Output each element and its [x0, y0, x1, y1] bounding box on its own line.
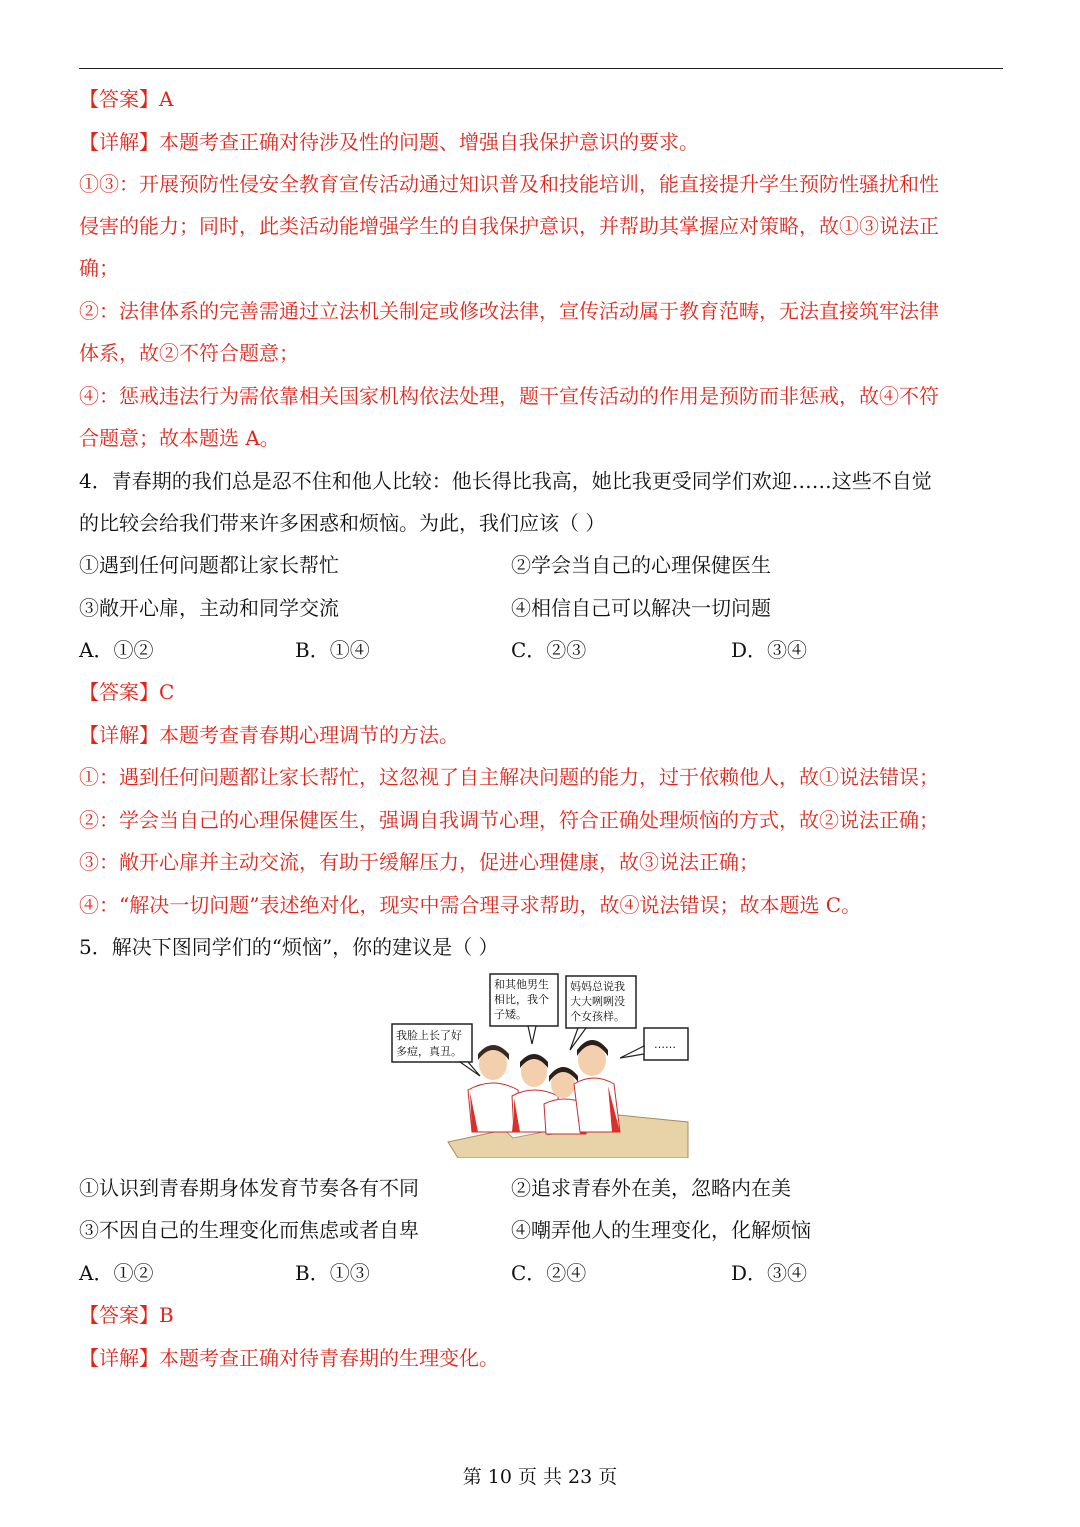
choice-a: A．①② — [79, 638, 154, 662]
choice-b: B．①③ — [295, 1261, 370, 1285]
detail-line: ④：惩戒违法行为需依靠相关国家机构依法处理，题干宣传活动的作用是预防而非惩戒，故④不符 — [79, 384, 939, 408]
detail-line: 【详解】本题考查正确对待青春期的生理变化。 — [79, 1346, 499, 1370]
detail-line: ①：遇到任何问题都让家长帮忙，这忽视了自主解决问题的能力，过于依赖他人，故①说法错误； — [79, 765, 939, 789]
statement-item: ①认识到青春期身体发育节奏各有不同 — [79, 1176, 419, 1200]
choice-b: B．①④ — [295, 638, 370, 662]
question-stem: 的比较会给我们带来许多困惑和烦恼。为此，我们应该（ ） — [79, 511, 606, 535]
header-rule — [79, 68, 1003, 69]
statement-item: ②学会当自己的心理保健医生 — [511, 553, 771, 577]
bubble-text: 大大咧咧没 — [570, 995, 625, 1008]
detail-line: 侵害的能力；同时，此类活动能增强学生的自我保护意识，并帮助其掌握应对策略，故①③说法正 — [79, 214, 939, 238]
bubble-text: …… — [654, 1038, 676, 1051]
statement-item: ④嘲弄他人的生理变化，化解烦恼 — [511, 1218, 811, 1242]
bubble-text: 妈妈总说我 — [570, 980, 625, 993]
question-stem: 4．青春期的我们总是忍不住和他人比较：他长得比我高，她比我更受同学们欢迎……这些不自觉 — [79, 469, 932, 493]
choice-d: D．③④ — [731, 1261, 808, 1285]
answer-label: 【答案】A — [79, 87, 174, 111]
bubble-text: 子矮。 — [494, 1008, 527, 1021]
choice-c: C．②④ — [511, 1261, 587, 1285]
detail-line: ②：学会当自己的心理保健医生，强调自我调节心理，符合正确处理烦恼的方式，故②说法正确； — [79, 808, 939, 832]
detail-line: ①③：开展预防性侵安全教育宣传活动通过知识普及和技能培训，能直接提升学生预防性骚扰和性 — [79, 172, 939, 196]
detail-line: 【详解】本题考查青春期心理调节的方法。 — [79, 723, 459, 747]
choice-d: D．③④ — [731, 638, 808, 662]
choice-c: C．②③ — [511, 638, 587, 662]
detail-line: 体系，故②不符合题意； — [79, 341, 299, 365]
answer-label: 【答案】C — [79, 680, 175, 704]
statement-item: ④相信自己可以解决一切问题 — [511, 596, 771, 620]
detail-line: ④：“解决一切问题”表述绝对化，现实中需合理寻求帮助，故④说法错误；故本题选 C。 — [79, 893, 862, 917]
statement-item: ②追求青春外在美，忽略内在美 — [511, 1176, 791, 1200]
bubble-text: 我脸上长了好 — [396, 1029, 462, 1042]
statement-item: ①遇到任何问题都让家长帮忙 — [79, 553, 339, 577]
bubble-text: 相比，我个 — [494, 993, 549, 1006]
question-stem: 5．解决下图同学们的“烦恼”，你的建议是（ ） — [79, 935, 499, 959]
bubble-text: 多痘，真丑。 — [396, 1045, 462, 1058]
page-footer: 第 10 页 共 23 页 — [462, 1466, 618, 1488]
bubble-text: 个女孩样。 — [570, 1010, 625, 1023]
bubble-text: 和其他男生 — [494, 978, 549, 991]
detail-line: ③：敞开心扉并主动交流，有助于缓解压力，促进心理健康，故③说法正确； — [79, 850, 759, 874]
detail-line: ②：法律体系的完善需通过立法机关制定或修改法律，宣传活动属于教育范畴，无法直接筑牢法律 — [79, 299, 939, 323]
cartoon-illustration — [388, 972, 693, 1158]
detail-line: 确； — [79, 256, 119, 280]
statement-item: ③敞开心扉，主动和同学交流 — [79, 596, 339, 620]
choice-a: A．①② — [79, 1261, 154, 1285]
detail-line: 合题意；故本题选 A。 — [79, 426, 280, 450]
detail-line: 【详解】本题考查正确对待涉及性的问题、增强自我保护意识的要求。 — [79, 130, 699, 154]
answer-label: 【答案】B — [79, 1303, 174, 1327]
statement-item: ③不因自己的生理变化而焦虑或者自卑 — [79, 1218, 419, 1242]
